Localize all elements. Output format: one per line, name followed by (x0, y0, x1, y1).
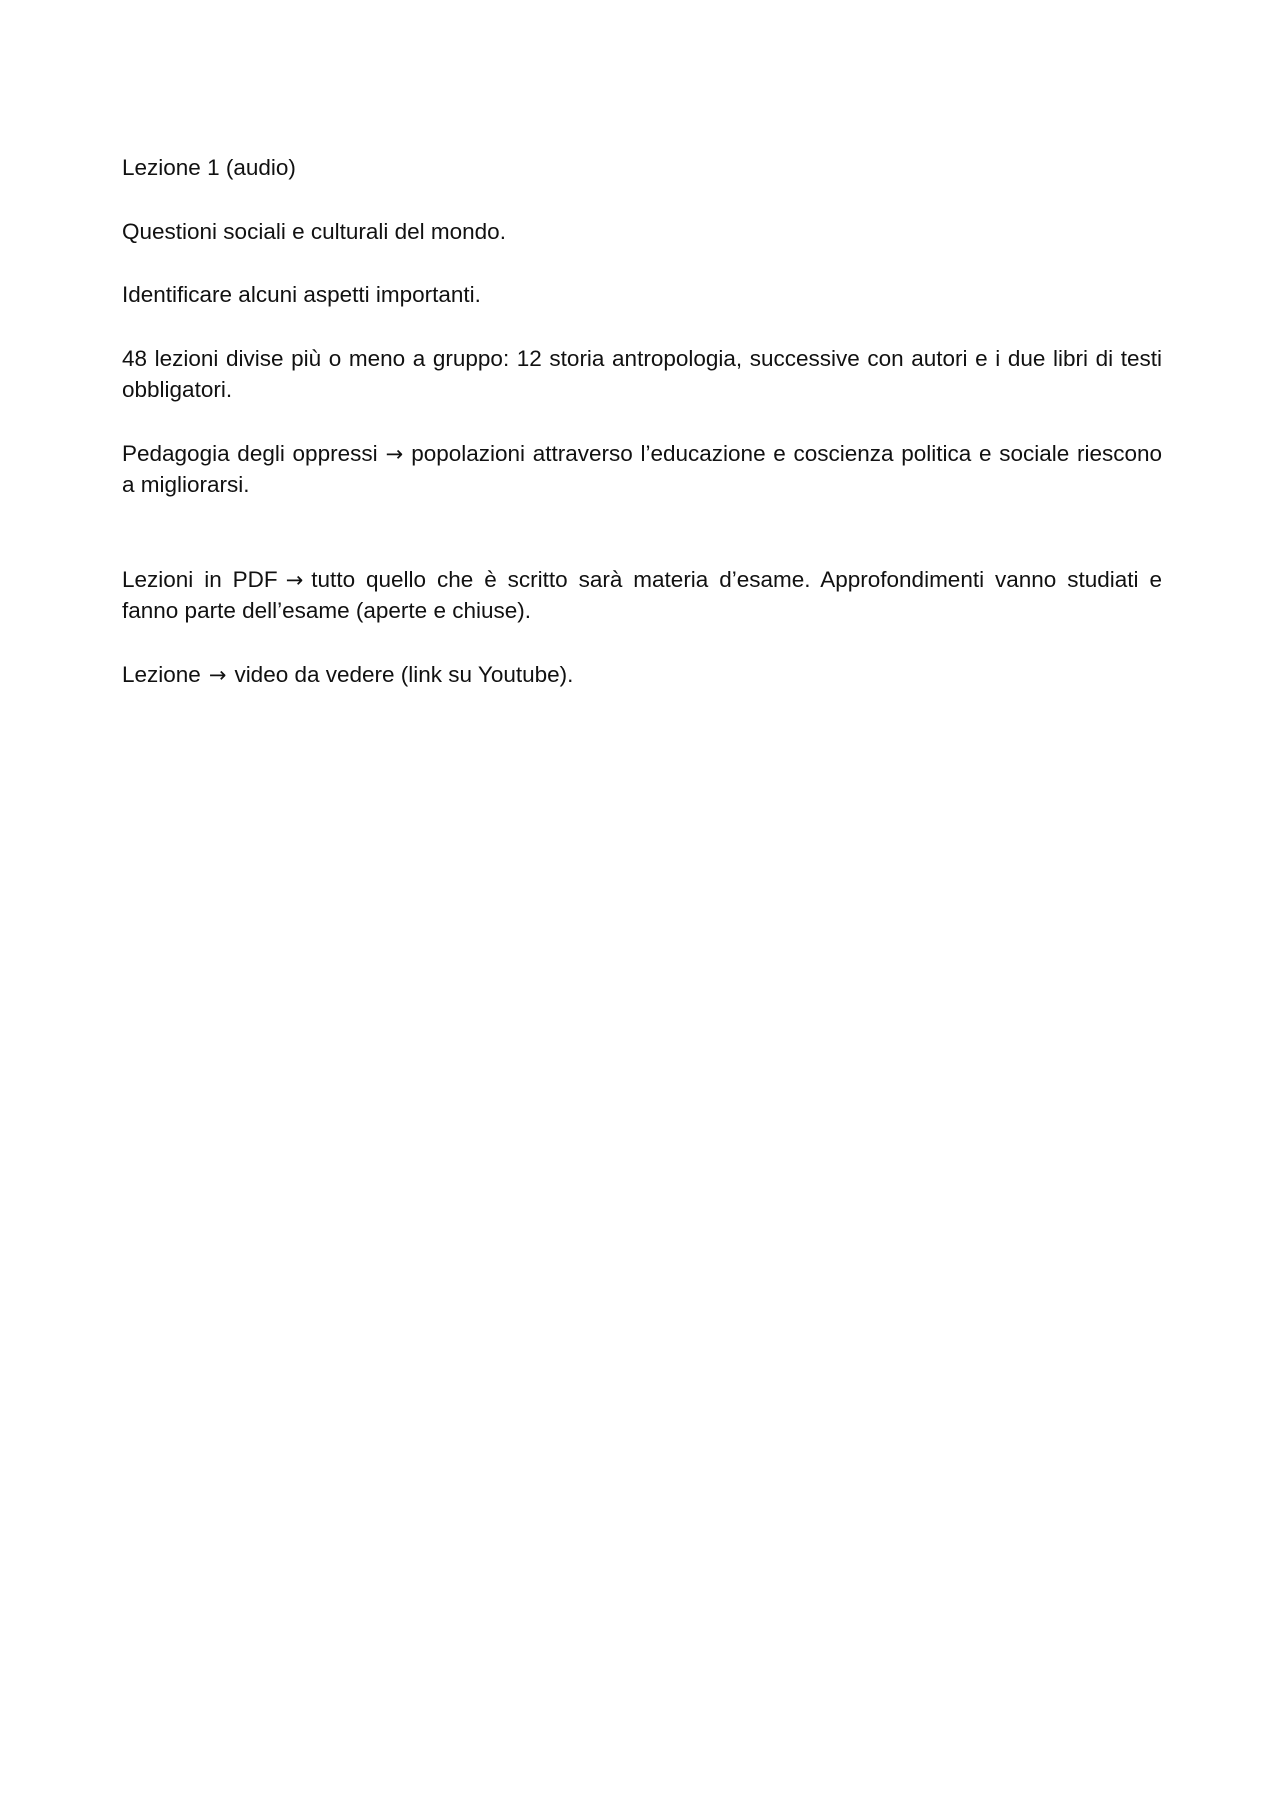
pdf-lessons-description: tutto quello che è scritto sarà materia d’esame. Approfondimenti vanno studiati e fanno parte dell’esame (aperte e chiuse). (122, 566, 1162, 623)
video-lesson-description: video da vedere (link su Youtube). (234, 661, 574, 687)
pedagogy-term: Pedagogia degli oppressi (122, 440, 378, 466)
paragraph-social-cultural-issues: Questioni sociali e culturali del mondo. (122, 218, 506, 244)
pedagogy-description: popolazioni attraverso l’educazione e coscienza politica e sociale riescono a migliorarsi. (122, 440, 1162, 497)
arrow-right-icon: → (285, 567, 304, 592)
paragraph-pdf-lessons (122, 564, 1162, 627)
document-body (122, 152, 1162, 722)
arrow-right-icon: → (208, 662, 227, 687)
video-lesson-term: Lezione (122, 661, 201, 687)
paragraph-lessons-structure: 48 lezioni divise più o meno a gruppo: 12 storia antropologia, successive con autori e i due libri di testi obbligatori. (122, 345, 1162, 402)
arrow-right-icon: → (385, 441, 404, 466)
paragraph-video-lesson (122, 659, 1162, 691)
pdf-lessons-term: Lezioni in PDF (122, 566, 278, 592)
lesson-heading: Lezione 1 (audio) (122, 155, 296, 180)
paragraph-identify-aspects: Identificare alcuni aspetti importanti. (122, 282, 481, 307)
paragraph-pedagogy-oppressed (122, 438, 1162, 501)
